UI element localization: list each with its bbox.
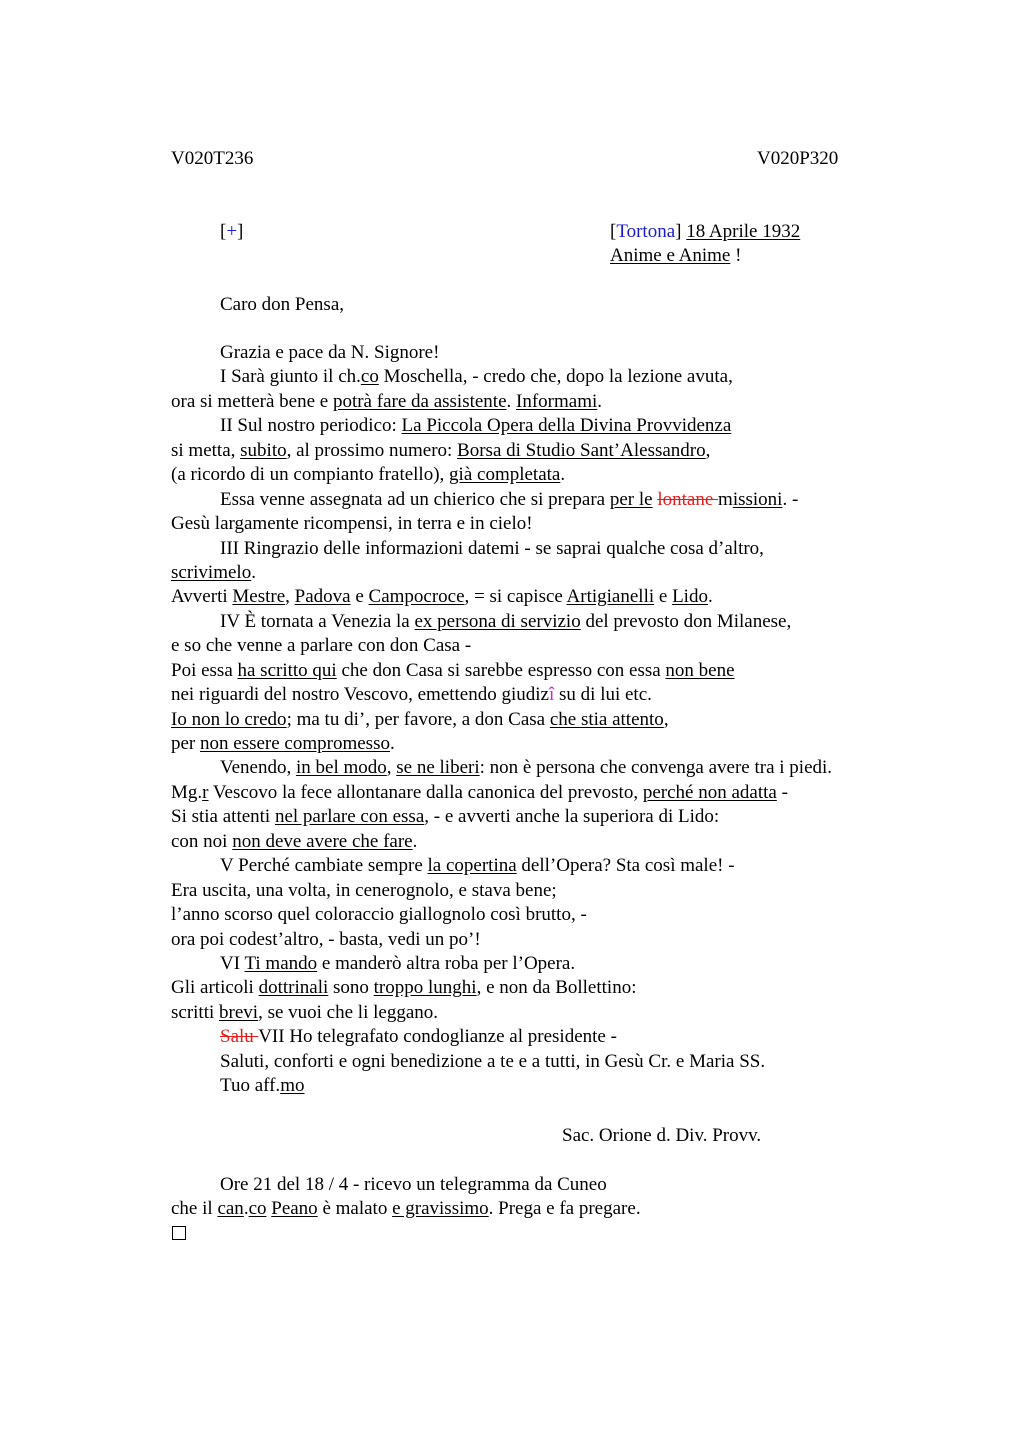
text: e manderò altra roba per l’Opera. bbox=[317, 952, 576, 974]
cross-link[interactable]: + bbox=[226, 221, 238, 242]
text: nei riguardi del nostro Vescovo, emettendo giudiz bbox=[171, 684, 549, 706]
text-deleted: Salu bbox=[220, 1026, 259, 1048]
text: , bbox=[386, 757, 397, 779]
text: , = si capisce bbox=[464, 586, 567, 608]
text-underlined: non essere compromesso bbox=[200, 733, 390, 754]
text: , bbox=[285, 586, 295, 608]
text: con noi bbox=[171, 830, 233, 852]
text: . bbox=[243, 1198, 249, 1219]
text-underlined: r bbox=[202, 781, 209, 803]
header-left-code: V020T236 bbox=[171, 148, 254, 169]
text: (a ricordo di un compianto fratello), bbox=[171, 464, 450, 486]
text-line: III Ringrazio delle informazioni datemi - se saprai qualche cosa d’altro, bbox=[220, 537, 764, 559]
text: che il bbox=[171, 1198, 218, 1219]
text-underlined: se ne liberi bbox=[396, 757, 480, 779]
bracket: [ bbox=[610, 221, 617, 242]
text-underlined: troppo lunghi bbox=[373, 977, 477, 999]
bracket: ] bbox=[237, 221, 244, 242]
signature: Sac. Orione d. Div. Provv. bbox=[562, 1125, 762, 1146]
text-line bbox=[171, 708, 931, 732]
text-deleted: lontane bbox=[657, 488, 719, 510]
text-line bbox=[171, 732, 931, 756]
text: I Sarà giunto il ch. bbox=[220, 366, 361, 388]
text-underlined: brevi bbox=[219, 1001, 259, 1023]
text-underlined: co bbox=[248, 1198, 267, 1219]
text-underlined: scrivimelo bbox=[171, 561, 252, 583]
text-underlined: Padova bbox=[294, 586, 351, 608]
text-underlined: per le bbox=[609, 488, 653, 510]
text-line bbox=[171, 488, 931, 512]
bracket: [ bbox=[220, 221, 227, 242]
text-line: Grazia e pace da N. Signore! bbox=[220, 342, 440, 363]
text: . bbox=[597, 390, 603, 412]
text: . bbox=[412, 830, 418, 852]
text: Mg. bbox=[171, 781, 203, 803]
text-underlined: in bel modo bbox=[295, 757, 387, 779]
text: su di lui etc. bbox=[554, 684, 652, 706]
text: , al prossimo numero: bbox=[286, 439, 458, 461]
text-underlined: subito bbox=[240, 439, 287, 461]
text: Vescovo la fece allontanare dalla canonica del prevosto, bbox=[208, 781, 643, 803]
letter-date: 18 Aprile 1932 bbox=[686, 221, 801, 242]
text-underlined: perché non adatta bbox=[642, 781, 777, 803]
text-line bbox=[171, 683, 931, 707]
text-line bbox=[171, 976, 931, 1000]
text-line: ora poi codest’altro, - basta, vedi un po’! bbox=[171, 928, 481, 950]
text: . Prega e fa pregare. bbox=[488, 1198, 641, 1219]
letter-body bbox=[171, 341, 931, 1099]
text: scritti bbox=[171, 1001, 220, 1023]
end-square-icon bbox=[172, 1222, 186, 1246]
text-line bbox=[171, 781, 931, 805]
text-underlined: non bene bbox=[665, 659, 735, 681]
text-line bbox=[171, 439, 931, 463]
text: per bbox=[171, 733, 201, 754]
text-line bbox=[171, 659, 931, 683]
text: VII Ho telegrafato condoglianze al presidente - bbox=[258, 1026, 617, 1048]
text-underlined: Ti mando bbox=[244, 952, 318, 974]
text-line bbox=[171, 463, 931, 487]
text-underlined: dottrinali bbox=[258, 977, 329, 999]
motto-tail: ! bbox=[730, 245, 742, 266]
text: . bbox=[560, 464, 566, 486]
text-line bbox=[171, 1001, 931, 1025]
text: Si stia attenti bbox=[171, 806, 275, 828]
text: Gli articoli bbox=[171, 977, 259, 999]
text-underlined: potrà fare da assistente bbox=[332, 390, 507, 412]
text-underlined: ha scritto qui bbox=[237, 659, 337, 681]
text-underlined: Peano bbox=[271, 1198, 318, 1219]
text: : non è persona che convenga avere tra i piedi. bbox=[479, 757, 833, 779]
place-link[interactable]: Tortona bbox=[616, 221, 676, 242]
text: Moschella, - credo che, dopo la lezione avuta, bbox=[378, 366, 733, 388]
text-underlined: Mestre bbox=[232, 586, 286, 608]
text-line bbox=[171, 830, 931, 854]
text: . - bbox=[782, 488, 799, 510]
text-correction: î bbox=[548, 684, 555, 706]
text-line bbox=[171, 854, 931, 878]
motto bbox=[610, 244, 741, 268]
text: , se vuoi che li leggano. bbox=[258, 1001, 439, 1023]
text: è malato bbox=[317, 1198, 393, 1219]
text-underlined: e gravissimo bbox=[392, 1198, 489, 1219]
text: sono bbox=[328, 977, 374, 999]
text-underlined: Lido bbox=[672, 586, 708, 608]
text-line bbox=[171, 610, 931, 634]
text: e bbox=[654, 586, 673, 608]
text-line bbox=[171, 390, 931, 414]
text: V Perché cambiate sempre bbox=[220, 855, 428, 877]
bracket: ] bbox=[675, 221, 682, 242]
text-line bbox=[171, 1074, 931, 1098]
text: che don Casa si sarebbe espresso con essa bbox=[336, 659, 666, 681]
text: Venendo, bbox=[220, 757, 296, 779]
text: dell’Opera? Sta così male! - bbox=[516, 855, 735, 877]
place-date bbox=[610, 220, 800, 244]
text-underlined: Artigianelli bbox=[566, 586, 655, 608]
text: si metta, bbox=[171, 439, 241, 461]
text: Essa venne assegnata ad un chierico che si prepara bbox=[220, 488, 610, 510]
text-underlined: nel parlare con essa bbox=[274, 806, 425, 828]
header-right-code: V020P320 bbox=[757, 148, 839, 169]
motto-text: Anime e Anime bbox=[610, 245, 731, 266]
text-underlined: la copertina bbox=[427, 855, 517, 877]
text: . bbox=[707, 586, 713, 608]
text-line: Saluti, conforti e ogni benedizione a te e a tutti, in Gesù Cr. e Maria SS. bbox=[220, 1050, 766, 1072]
text: ; ma tu di’, per favore, a don Casa bbox=[286, 708, 550, 730]
salutation: Caro don Pensa, bbox=[220, 294, 345, 315]
text-line bbox=[171, 585, 931, 609]
text-underlined: già completata bbox=[449, 464, 561, 486]
text: ora si metterà bene e bbox=[171, 390, 333, 412]
text: , - e avverti anche la superiora di Lido: bbox=[424, 806, 720, 828]
text: . bbox=[389, 733, 395, 754]
text: m bbox=[718, 488, 733, 510]
text-underlined: Io non lo credo bbox=[171, 708, 287, 730]
text-line bbox=[171, 952, 931, 976]
text-line: Era uscita, una volta, in cenerognolo, e stava bene; bbox=[171, 879, 557, 901]
text-line: l’anno scorso quel coloraccio giallognolo così brutto, - bbox=[171, 904, 587, 926]
text: IV È tornata a Venezia la bbox=[220, 610, 415, 632]
postscript-line bbox=[171, 1197, 641, 1221]
text: Poi essa bbox=[171, 659, 238, 681]
text-line bbox=[171, 365, 931, 389]
cross-mark bbox=[220, 220, 243, 244]
postscript-line: Ore 21 del 18 / 4 - ricevo un telegramma da Cuneo bbox=[220, 1174, 607, 1195]
text: VI bbox=[220, 952, 245, 974]
text: , bbox=[663, 708, 669, 730]
text-underlined: La Piccola Opera della Divina Provvidenza bbox=[401, 415, 732, 437]
text: II Sul nostro periodico: bbox=[220, 415, 402, 437]
text-underlined: can bbox=[217, 1198, 244, 1219]
text-line: e so che venne a parlare con don Casa - bbox=[171, 635, 472, 657]
text: del prevosto don Milanese, bbox=[580, 610, 792, 632]
text: e bbox=[350, 586, 369, 608]
text: . bbox=[506, 390, 517, 412]
text-underlined: Borsa di Studio Sant’Alessandro bbox=[457, 439, 706, 461]
text-underlined: co bbox=[360, 366, 379, 388]
text-underlined: issioni bbox=[732, 488, 783, 510]
text: , bbox=[705, 439, 711, 461]
text-line: Gesù largamente ricompensi, in terra e in cielo! bbox=[171, 513, 533, 535]
text-line bbox=[171, 805, 931, 829]
text-line bbox=[171, 561, 931, 585]
text-line bbox=[171, 414, 931, 438]
text-line bbox=[171, 1025, 931, 1049]
text-underlined: che stia attento bbox=[549, 708, 664, 730]
text: - bbox=[776, 781, 788, 803]
text: . bbox=[251, 561, 256, 583]
text: Tuo aff. bbox=[220, 1075, 281, 1097]
text-underlined: mo bbox=[280, 1075, 305, 1097]
text-underlined: ex persona di servizio bbox=[414, 610, 581, 632]
text-underlined: Informami bbox=[516, 390, 598, 412]
text-line bbox=[171, 756, 931, 780]
text-underlined: Campocroce bbox=[368, 586, 465, 608]
text: , e non da Bollettino: bbox=[476, 977, 637, 999]
text-underlined: non deve avere che fare bbox=[232, 830, 413, 852]
text: Avverti bbox=[171, 586, 233, 608]
